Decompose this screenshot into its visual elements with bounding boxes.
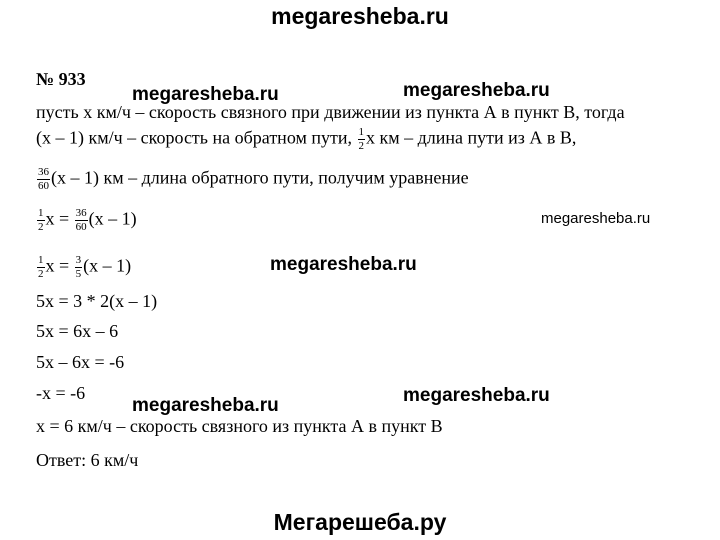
result-line: х = 6 км/ч – скорость связного из пункта А в пункт В — [36, 416, 443, 436]
line-text: (х – 1) — [83, 255, 132, 276]
fraction-36-60 — [37, 167, 50, 192]
fraction-one-half — [358, 127, 366, 152]
fraction-denominator: 2 — [358, 140, 364, 152]
fraction-numerator: 1 — [358, 126, 364, 138]
fraction-denominator: 60 — [38, 180, 49, 192]
line-text: (х – 1) км/ч – скорость на обратном пути, — [36, 127, 352, 148]
fraction-one-half — [37, 255, 45, 280]
watermark: megaresheba.ru — [403, 385, 550, 406]
fraction-numerator: 36 — [38, 166, 49, 178]
footer-site-name: Мегарешеба.ру — [273, 509, 447, 535]
solution-line-2 — [36, 127, 576, 152]
equation-line-5: 5х – 6х = -6 — [36, 352, 125, 372]
fraction-numerator: 1 — [38, 254, 44, 266]
fraction-numerator: 1 — [38, 207, 44, 219]
equation-line-2 — [36, 255, 131, 280]
line-text: х = — [45, 255, 70, 276]
watermark: megaresheba.ru — [403, 80, 550, 101]
equation-line-4: 5х = 6х – 6 — [36, 321, 119, 341]
fraction-one-half — [37, 208, 45, 233]
solution-line-3 — [36, 167, 469, 192]
fraction-3-5 — [75, 255, 83, 280]
equation-line-6: -х = -6 — [36, 383, 86, 403]
solution-line-1: пусть х км/ч – скорость связного при движении из пункта А в пункт В, тогда — [36, 102, 625, 122]
line-text: (х – 1) км – длина обратного пути, получим уравнение — [51, 167, 469, 188]
fraction-denominator: 60 — [75, 221, 87, 233]
fraction-numerator: 3 — [75, 254, 82, 266]
watermark: megaresheba.ru — [132, 84, 279, 105]
watermark: megaresheba.ru — [270, 254, 417, 275]
line-text: х = — [45, 208, 70, 229]
fraction-denominator: 5 — [75, 268, 82, 280]
equation-line-3: 5х = 3 * 2(х – 1) — [36, 291, 158, 311]
fraction-denominator: 2 — [38, 268, 44, 280]
fraction-36-60 — [75, 208, 88, 233]
header-site-name: megaresheba.ru — [271, 3, 449, 29]
fraction-denominator: 2 — [38, 221, 44, 233]
watermark: megaresheba.ru — [132, 395, 279, 416]
answer-line: Ответ: 6 км/ч — [36, 450, 139, 470]
task-number: № 933 — [36, 69, 86, 89]
watermark: megaresheba.ru — [541, 210, 651, 227]
fraction-numerator: 36 — [75, 207, 87, 219]
line-text: х км – длина пути из А в В, — [366, 127, 577, 148]
line-text: (х – 1) — [88, 208, 137, 229]
equation-line-1 — [36, 208, 137, 233]
